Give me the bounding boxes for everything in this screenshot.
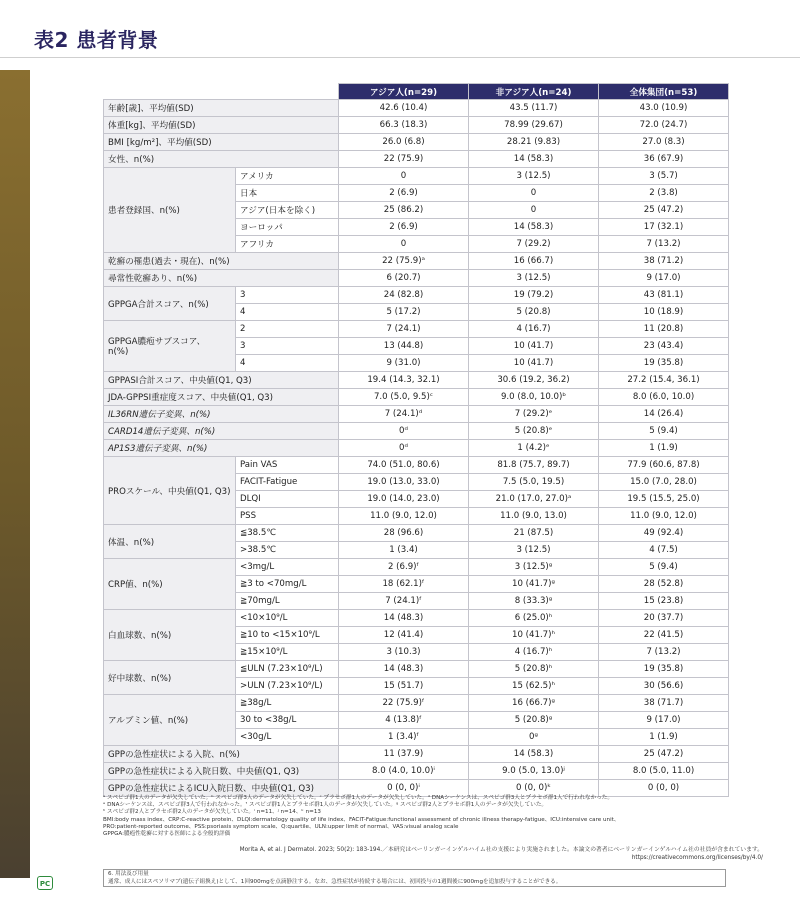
cell-value: 17 (32.1): [599, 219, 729, 236]
cell-value: 0: [339, 236, 469, 253]
cell-value: 15.0 (7.0, 28.0): [599, 474, 729, 491]
table-row: [104, 287, 729, 304]
table-row: [104, 168, 729, 185]
cell-value: 49 (92.4): [599, 525, 729, 542]
group-label: [104, 321, 236, 372]
group-label: CRP値、n(%): [104, 559, 236, 610]
row-label: BMI [kg/m²]、平均値(SD): [104, 134, 339, 151]
cell-value: 7.0 (5.0, 9.5)ᶜ: [339, 389, 469, 406]
sub-label: ≦ULN (7.23×10⁹/L): [236, 661, 339, 678]
cell-value: 0 (0, 0)ⁱ: [339, 780, 469, 797]
group-label-line: GPPGA膿疱サブスコア、: [108, 337, 206, 347]
row-label: GPPの急性症状によるICU入院日数、中央値(Q1, Q3): [104, 780, 339, 797]
table-row: [104, 423, 729, 440]
cell-value: 14 (48.3): [339, 610, 469, 627]
cell-value: 5 (9.4): [599, 559, 729, 576]
cell-value: 9.0 (5.0, 13.0)ʲ: [469, 763, 599, 780]
cell-value: 16 (66.7)ᵍ: [469, 695, 599, 712]
sub-label: >38.5℃: [236, 542, 339, 559]
row-label: JDA-GPPSI重症度スコア、中央値(Q1, Q3): [104, 389, 339, 406]
cell-value: 7 (24.1)ᶠ: [339, 593, 469, 610]
cell-value: 3 (12.5): [469, 542, 599, 559]
cell-value: 8.0 (6.0, 10.0): [599, 389, 729, 406]
dosage-text: 通常、成人にはスペソリマブ(遺伝子組換え)として、1回900mgを点滴静注する。なお、急性症状が持続する場合には、初回投与の1週間後に900mgを追加投与することができる。: [108, 878, 562, 885]
cell-value: 6 (20.7): [339, 270, 469, 287]
cell-value: 14 (58.3): [469, 151, 599, 168]
cell-value: 1 (1.9): [599, 729, 729, 746]
table-row: [104, 389, 729, 406]
cell-value: 2 (6.9): [339, 185, 469, 202]
cell-value: 28.21 (9.83): [469, 134, 599, 151]
sub-label: <3mg/L: [236, 559, 339, 576]
row-label: CARD14遺伝子変異、n(%): [104, 423, 339, 440]
row-label: GPPの急性症状による入院、n(%): [104, 746, 339, 763]
table-row: [104, 406, 729, 423]
table-row: [104, 270, 729, 287]
group-label: 好中球数、n(%): [104, 661, 236, 695]
cell-value: 7 (24.1)ᵈ: [339, 406, 469, 423]
sub-label: アフリカ: [236, 236, 339, 253]
cell-value: 15 (62.5)ʰ: [469, 678, 599, 695]
sub-label: FACIT-Fatigue: [236, 474, 339, 491]
cell-value: 7 (13.2): [599, 644, 729, 661]
table-row: [104, 117, 729, 134]
title-divider: [0, 57, 800, 58]
cell-value: 21.0 (17.0, 27.0)ᵃ: [469, 491, 599, 508]
cell-value: 5 (20.8): [469, 304, 599, 321]
cell-value: 21 (87.5): [469, 525, 599, 542]
cell-value: 7 (24.1): [339, 321, 469, 338]
footnote-line: ʰ スペビゴ群2人とプラセボ群2人のデータが欠失していた。ⁱ n=11、ʲ n=14、ᵏ n=13: [103, 809, 321, 816]
cell-value: 3 (10.3): [339, 644, 469, 661]
sub-label: ヨーロッパ: [236, 219, 339, 236]
row-label: IL36RN遺伝子変異、n(%): [104, 406, 339, 423]
table-row: [104, 321, 729, 338]
group-label: GPPGA合計スコア、n(%): [104, 287, 236, 321]
cell-value: 2 (3.8): [599, 185, 729, 202]
cell-value: 38 (71.7): [599, 695, 729, 712]
row-label: GPPの急性症状による入院日数、中央値(Q1, Q3): [104, 763, 339, 780]
cell-value: 36 (67.9): [599, 151, 729, 168]
table-row: [104, 440, 729, 457]
header-overall: 全体集団(n=53): [599, 84, 729, 100]
cell-value: 20 (37.7): [599, 610, 729, 627]
cell-value: 1 (1.9): [599, 440, 729, 457]
sub-label: アジア(日本を除く): [236, 202, 339, 219]
table-row: [104, 151, 729, 168]
cell-value: 7 (29.2): [469, 236, 599, 253]
cell-value: 9.0 (8.0, 10.0)ᵇ: [469, 389, 599, 406]
cell-value: 3 (12.5): [469, 168, 599, 185]
table-row: [104, 780, 729, 797]
cell-value: 25 (47.2): [599, 202, 729, 219]
cell-value: 5 (20.8)ʰ: [469, 661, 599, 678]
cell-value: 30 (56.6): [599, 678, 729, 695]
cell-value: 10 (41.7)ᵍ: [469, 576, 599, 593]
row-label: 乾癬の罹患(過去・現在)、n(%): [104, 253, 339, 270]
cell-value: 27.0 (8.3): [599, 134, 729, 151]
footnote-line: GPPGA:膿疱性乾癬に対する医師による全般的評価: [103, 831, 231, 837]
cell-value: 16 (66.7): [469, 253, 599, 270]
cell-value: 43 (81.1): [599, 287, 729, 304]
cell-value: 22 (75.9): [339, 151, 469, 168]
cell-value: 15 (51.7): [339, 678, 469, 695]
cell-value: 9 (17.0): [599, 270, 729, 287]
cell-value: 11.0 (9.0, 12.0): [599, 508, 729, 525]
footnote-line: ᵃ スペビゴ群1人のデータが欠失していた。ᵇ スペビゴ群3人のデータが欠失していた。ᶜ プラセボ群1人のデータが欠失していた。ᵈ DNAシーケンスは、スペビゴ群3人とプラセボ群1人で行われなかった。: [103, 795, 613, 801]
cell-value: 11.0 (9.0, 12.0): [339, 508, 469, 525]
sub-label: <30g/L: [236, 729, 339, 746]
group-label: アルブミン値、n(%): [104, 695, 236, 746]
header-blank: [104, 84, 339, 100]
sub-label: アメリカ: [236, 168, 339, 185]
cell-value: 19.4 (14.3, 32.1): [339, 372, 469, 389]
cell-value: 14 (26.4): [599, 406, 729, 423]
cell-value: 5 (20.8)ᵍ: [469, 712, 599, 729]
sub-label: 3: [236, 287, 339, 304]
cell-value: 43.0 (10.9): [599, 100, 729, 117]
cell-value: 0ᵈ: [339, 440, 469, 457]
cell-value: 5 (17.2): [339, 304, 469, 321]
group-label: 白血球数、n(%): [104, 610, 236, 661]
cell-value: 30.6 (19.2, 36.2): [469, 372, 599, 389]
sub-label: ≧70mg/L: [236, 593, 339, 610]
cell-value: 19 (35.8): [599, 355, 729, 372]
footnote-line: PRO:patient-reported outcome、PSS:psoriasis symptom scale、Q:quartile、ULN:upper limit of normal、VAS:visual analog scale: [103, 823, 459, 830]
group-label: 患者登録国、n(%): [104, 168, 236, 253]
sub-label: >ULN (7.23×10⁹/L): [236, 678, 339, 695]
table-header-row: [104, 84, 729, 100]
cell-value: 19.5 (15.5, 25.0): [599, 491, 729, 508]
table-body: [104, 100, 729, 797]
sub-label: ≧38g/L: [236, 695, 339, 712]
cell-value: 18 (62.1)ᶠ: [339, 576, 469, 593]
table-row: [104, 695, 729, 712]
cell-value: 2 (6.9)ᶠ: [339, 559, 469, 576]
sub-label: ≧15×10⁹/L: [236, 644, 339, 661]
cell-value: 22 (75.9)ᶠ: [339, 695, 469, 712]
citation-line: Morita A, et al. J Dermatol. 2023; 50(2): 183-194.／本研究はベーリンガーインゲルハイム社の支援により実施されました。本論文の著者にベーリンガーインゲルハイム社の社員が含まれています。: [239, 847, 763, 853]
group-label-line: n(%): [108, 347, 129, 357]
sub-label: 4: [236, 304, 339, 321]
group-label: PROスケール、中央値(Q1, Q3): [104, 457, 236, 525]
cell-value: 9 (17.0): [599, 712, 729, 729]
side-accent-bar: [0, 70, 30, 878]
cell-value: 15 (23.8): [599, 593, 729, 610]
group-label: 体温、n(%): [104, 525, 236, 559]
cell-value: 23 (43.4): [599, 338, 729, 355]
cell-value: 1 (4.2)ᵉ: [469, 440, 599, 457]
cell-value: 3 (12.5): [469, 270, 599, 287]
cell-value: 10 (18.9): [599, 304, 729, 321]
cell-value: 24 (82.8): [339, 287, 469, 304]
footnote-line: ᵉ DNAシーケンスは、スペビゴ群3人で行われなかった。ᶠ スペビゴ群1人とプラセボ群1人のデータが欠失していた。ᵍ スペビゴ群2人とプラセボ群1人のデータが欠失していた。: [103, 802, 548, 809]
cell-value: 77.9 (60.6, 87.8): [599, 457, 729, 474]
table-row: [104, 763, 729, 780]
cell-value: 1 (3.4): [339, 542, 469, 559]
sub-label: ≧3 to <70mg/L: [236, 576, 339, 593]
cell-value: 78.99 (29.67): [469, 117, 599, 134]
cell-value: 4 (16.7): [469, 321, 599, 338]
cell-value: 11 (20.8): [599, 321, 729, 338]
cell-value: 5 (20.8)ᵉ: [469, 423, 599, 440]
sub-label: DLQI: [236, 491, 339, 508]
cell-value: 7 (29.2)ᵉ: [469, 406, 599, 423]
cell-value: 14 (58.3): [469, 219, 599, 236]
cell-value: 14 (58.3): [469, 746, 599, 763]
sub-label: ≧10 to <15×10⁹/L: [236, 627, 339, 644]
header-non-asian: 非アジア人(n=24): [469, 84, 599, 100]
cell-value: 0 (0, 0): [599, 780, 729, 797]
row-label: AP1S3遺伝子変異、n(%): [104, 440, 339, 457]
footnote-line: BMI:body mass index、CRP:C-reactive protein、DLQI:dermatology quality of life index、FACIT-Fatigue:functional assessment of chronic illness therapy-fatigue、ICU:intensive care unit、: [103, 816, 620, 823]
cell-value: 42.6 (10.4): [339, 100, 469, 117]
cell-value: 13 (44.8): [339, 338, 469, 355]
cell-value: 7 (13.2): [599, 236, 729, 253]
cell-value: 3 (5.7): [599, 168, 729, 185]
citation-line: https://creativecommons.org/licenses/by/4.0/: [631, 854, 763, 861]
row-label: 年齢[歳]、平均値(SD): [104, 100, 339, 117]
cell-value: 5 (9.4): [599, 423, 729, 440]
row-label: 体重[kg]、平均値(SD): [104, 117, 339, 134]
dosage-heading: 6. 用法及び用量: [108, 871, 149, 877]
table-row: [104, 100, 729, 117]
table-row: [104, 253, 729, 270]
sub-label: 日本: [236, 185, 339, 202]
header-asian: アジア人(n=29): [339, 84, 469, 100]
cell-value: 10 (41.7): [469, 355, 599, 372]
cell-value: 7.5 (5.0, 19.5): [469, 474, 599, 491]
cell-value: 11 (37.9): [339, 746, 469, 763]
cell-value: 6 (25.0)ʰ: [469, 610, 599, 627]
cell-value: 9 (31.0): [339, 355, 469, 372]
cell-value: 38 (71.2): [599, 253, 729, 270]
sub-label: ≦38.5℃: [236, 525, 339, 542]
cell-value: 2 (6.9): [339, 219, 469, 236]
cell-value: 12 (41.4): [339, 627, 469, 644]
cell-value: 8.0 (5.0, 11.0): [599, 763, 729, 780]
cell-value: 25 (86.2): [339, 202, 469, 219]
cell-value: 19.0 (13.0, 33.0): [339, 474, 469, 491]
dosage-box: [103, 869, 726, 887]
cell-value: 81.8 (75.7, 89.7): [469, 457, 599, 474]
table-row: [104, 559, 729, 576]
cell-value: 19 (79.2): [469, 287, 599, 304]
cell-value: 66.3 (18.3): [339, 117, 469, 134]
cell-value: 4 (16.7)ʰ: [469, 644, 599, 661]
cell-value: 19.0 (14.0, 23.0): [339, 491, 469, 508]
sub-label: 4: [236, 355, 339, 372]
cell-value: 19 (35.8): [599, 661, 729, 678]
cell-value: 1 (3.4)ᶠ: [339, 729, 469, 746]
sub-label: PSS: [236, 508, 339, 525]
cell-value: 11.0 (9.0, 13.0): [469, 508, 599, 525]
cell-value: 10 (41.7)ʰ: [469, 627, 599, 644]
table-row: [104, 661, 729, 678]
row-label: GPPASI合計スコア、中央値(Q1, Q3): [104, 372, 339, 389]
cell-value: 8.0 (4.0, 10.0)ⁱ: [339, 763, 469, 780]
cell-value: 22 (75.9)ᵃ: [339, 253, 469, 270]
cell-value: 26.0 (6.8): [339, 134, 469, 151]
sub-label: 2: [236, 321, 339, 338]
cell-value: 74.0 (51.0, 80.6): [339, 457, 469, 474]
cell-value: 14 (48.3): [339, 661, 469, 678]
sub-label: 30 to <38g/L: [236, 712, 339, 729]
cell-value: 0ᵈ: [339, 423, 469, 440]
cell-value: 0: [469, 185, 599, 202]
row-label: 女性、n(%): [104, 151, 339, 168]
row-label: 尋常性乾癬あり、n(%): [104, 270, 339, 287]
table-row: [104, 372, 729, 389]
cell-value: 8 (33.3)ᵍ: [469, 593, 599, 610]
cell-value: 4 (7.5): [599, 542, 729, 559]
cell-value: 0: [469, 202, 599, 219]
patient-background-table: [103, 83, 729, 797]
table-row: [104, 525, 729, 542]
cell-value: 28 (96.6): [339, 525, 469, 542]
cell-value: 0 (0, 0)ᵏ: [469, 780, 599, 797]
table-row: [104, 457, 729, 474]
page-title: 表2 患者背景: [34, 28, 159, 52]
cell-value: 43.5 (11.7): [469, 100, 599, 117]
cell-value: 0: [339, 168, 469, 185]
cell-value: 10 (41.7): [469, 338, 599, 355]
sub-label: <10×10⁹/L: [236, 610, 339, 627]
pc-logo: PC: [37, 876, 53, 890]
sub-label: Pain VAS: [236, 457, 339, 474]
table-row: [104, 746, 729, 763]
cell-value: 22 (41.5): [599, 627, 729, 644]
cell-value: 72.0 (24.7): [599, 117, 729, 134]
cell-value: 25 (47.2): [599, 746, 729, 763]
cell-value: 27.2 (15.4, 36.1): [599, 372, 729, 389]
cell-value: 4 (13.8)ᶠ: [339, 712, 469, 729]
cell-value: 28 (52.8): [599, 576, 729, 593]
cell-value: 3 (12.5)ᵍ: [469, 559, 599, 576]
cell-value: 0ᵍ: [469, 729, 599, 746]
sub-label: 3: [236, 338, 339, 355]
table-row: [104, 610, 729, 627]
table-row: [104, 134, 729, 151]
